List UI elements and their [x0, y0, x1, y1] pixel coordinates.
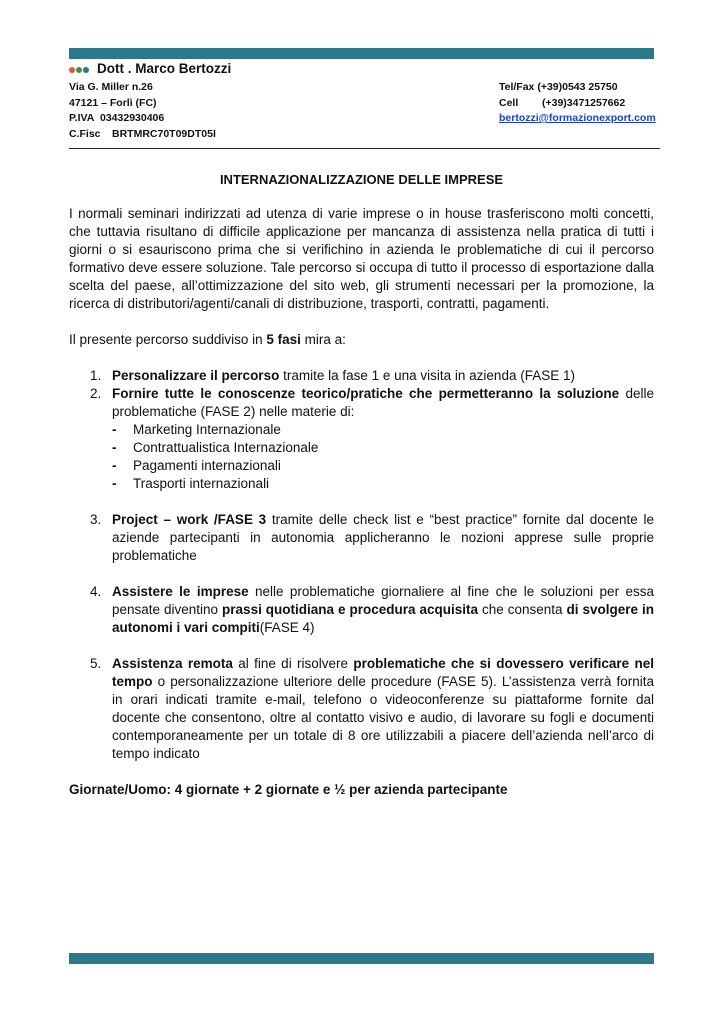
sub-list-item	[112, 439, 654, 457]
list-item-text: (FASE 4)	[259, 620, 315, 635]
sub-list-item	[112, 475, 654, 493]
intro-paragraph: I normali seminari indirizzati ad utenza di varie imprese o in house trasferiscono molti concetti, che tuttavia risultano di difficile applicazione per mancanza di assistenza nella pratica di tutti i giorni o si esauriscono prima che si verifichino in azienda le problematiche di cui il percorso formativo deve essere soluzione. Tale percorso si occupa di tutto il processo di esportazione dalla scelta del paese, all’ottimizzazione del sito web, gli strumenti necessari per la promozione, la ricerca di distributori/agenti/canali di distribuzione, trasporti, contratti, pagamenti.	[69, 206, 654, 311]
cf-line	[69, 127, 216, 143]
logo-dot-teal	[83, 67, 89, 73]
phases-list	[69, 367, 654, 763]
list-item	[69, 583, 654, 637]
header-divider	[69, 148, 660, 149]
list-item	[69, 385, 654, 493]
list-item-text: delle problematiche (FASE 2) nelle materie di:	[112, 386, 655, 419]
sub-list-item	[112, 457, 654, 475]
tel-line	[499, 80, 656, 96]
list-item-number: 3.	[90, 512, 102, 527]
list-item-text: nelle problematiche giornaliere al fine che le soluzioni per essa pensate diventino	[112, 584, 654, 617]
document-title: INTERNAZIONALIZZAZIONE DELLE IMPRESE	[219, 172, 504, 187]
list-item-number: 1.	[90, 368, 102, 383]
sub-list-item-text: Marketing Internazionale	[133, 422, 281, 437]
list-item-text: tramite delle check list e “best practice” fornite dal docente le aziende partecipanti in autonomia applicheranno le nozioni apprese sulle proprie problematiche	[112, 512, 654, 563]
list-item-text: tramite la fase 1 e una visita in azienda (FASE 1)	[279, 368, 575, 383]
bottom-decorative-bar	[69, 953, 654, 964]
tel-label: Tel/Fax	[499, 81, 535, 93]
days-summary: Giornate/Uomo: 4 giornate + 2 giornate e ½ per azienda partecipante	[69, 782, 508, 797]
dash-bullet: -	[112, 476, 117, 491]
cell-line	[499, 96, 656, 112]
list-item-bold: Personalizzare il percorso	[112, 368, 280, 383]
address-line: Via G. Miller n.26	[69, 81, 153, 93]
document-body	[69, 205, 654, 799]
email-link[interactable]: bertozzi@formazionexport.com	[499, 112, 656, 124]
list-item-bold: Project – work /FASE 3	[112, 512, 267, 527]
dash-bullet: -	[112, 422, 117, 437]
intro-phases	[69, 331, 654, 349]
list-item-text: o personalizzazione ulteriore delle procedure (FASE 5). L’assistenza verrà fornita in orari indicati tramite e-mail, telefono o videoconferenze su piattaforme fornite dal docente che consentono, oltre al contatto visivo e audio, di lavorare su fogli e documenti contemporaneamente per un totale di 8 ore utilizzabili a piacere dell’azienda nell’arco di tempo indicato	[112, 674, 654, 761]
subjects-list	[112, 421, 654, 493]
contact-details	[499, 80, 656, 127]
sub-list-item-text: Contrattualistica Internazionale	[133, 440, 319, 455]
list-item-number: 4.	[90, 584, 102, 599]
cf-value: BRTMRC70T09DT05I	[112, 127, 216, 140]
sub-list-item-text: Pagamenti internazionali	[133, 458, 281, 473]
list-item-bold: problematiche che si dovessero verificare nel tempo	[112, 656, 654, 689]
list-item-bold: Assistenza remota	[112, 656, 233, 671]
city-line: 47121 – Forlì (FC)	[69, 96, 157, 109]
dash-bullet: -	[112, 440, 117, 455]
piva-label: P.IVA	[69, 112, 95, 124]
tel-value: (+39)0543 25750	[537, 81, 618, 93]
list-item	[69, 367, 654, 385]
piva-line	[69, 111, 216, 127]
list-item	[69, 655, 654, 763]
sub-list-item	[112, 421, 654, 439]
list-item-text: che consenta	[478, 602, 567, 617]
sender-details	[69, 80, 216, 142]
logo-dot-green	[76, 67, 82, 73]
cell-value: (+39)3471257662	[542, 96, 626, 109]
sender-name: Dott . Marco Bertozzi	[97, 61, 232, 76]
cell-label: Cell	[499, 96, 519, 109]
list-item-bold: Assistere le imprese	[112, 584, 249, 599]
list-item	[69, 511, 654, 565]
piva-value: 03432930406	[100, 112, 165, 124]
list-item-number: 2.	[90, 386, 102, 401]
cf-label: C.Fisc	[69, 127, 101, 140]
intro-phases-pre: Il presente percorso suddiviso in	[69, 332, 267, 347]
intro-phases-post: mira a:	[300, 332, 346, 347]
logo-dot-orange	[69, 67, 75, 73]
intro-phases-bold: 5 fasi	[266, 332, 301, 347]
list-item-bold: prassi quotidiana e procedura acquisita	[222, 602, 479, 617]
list-item-text: al fine di risolvere	[232, 656, 354, 671]
list-item-bold: di svolgere in autonomi i vari compiti	[112, 602, 655, 635]
logo-dots	[69, 67, 90, 75]
sub-list-item-text: Trasporti internazionali	[133, 476, 270, 491]
dash-bullet: -	[112, 458, 117, 473]
list-item-bold: Fornire tutte le conoscenze teorico/pratiche che permetteranno la soluzione	[112, 386, 620, 401]
top-decorative-bar	[69, 48, 654, 59]
list-item-number: 5.	[90, 656, 102, 671]
email-line	[499, 111, 656, 127]
